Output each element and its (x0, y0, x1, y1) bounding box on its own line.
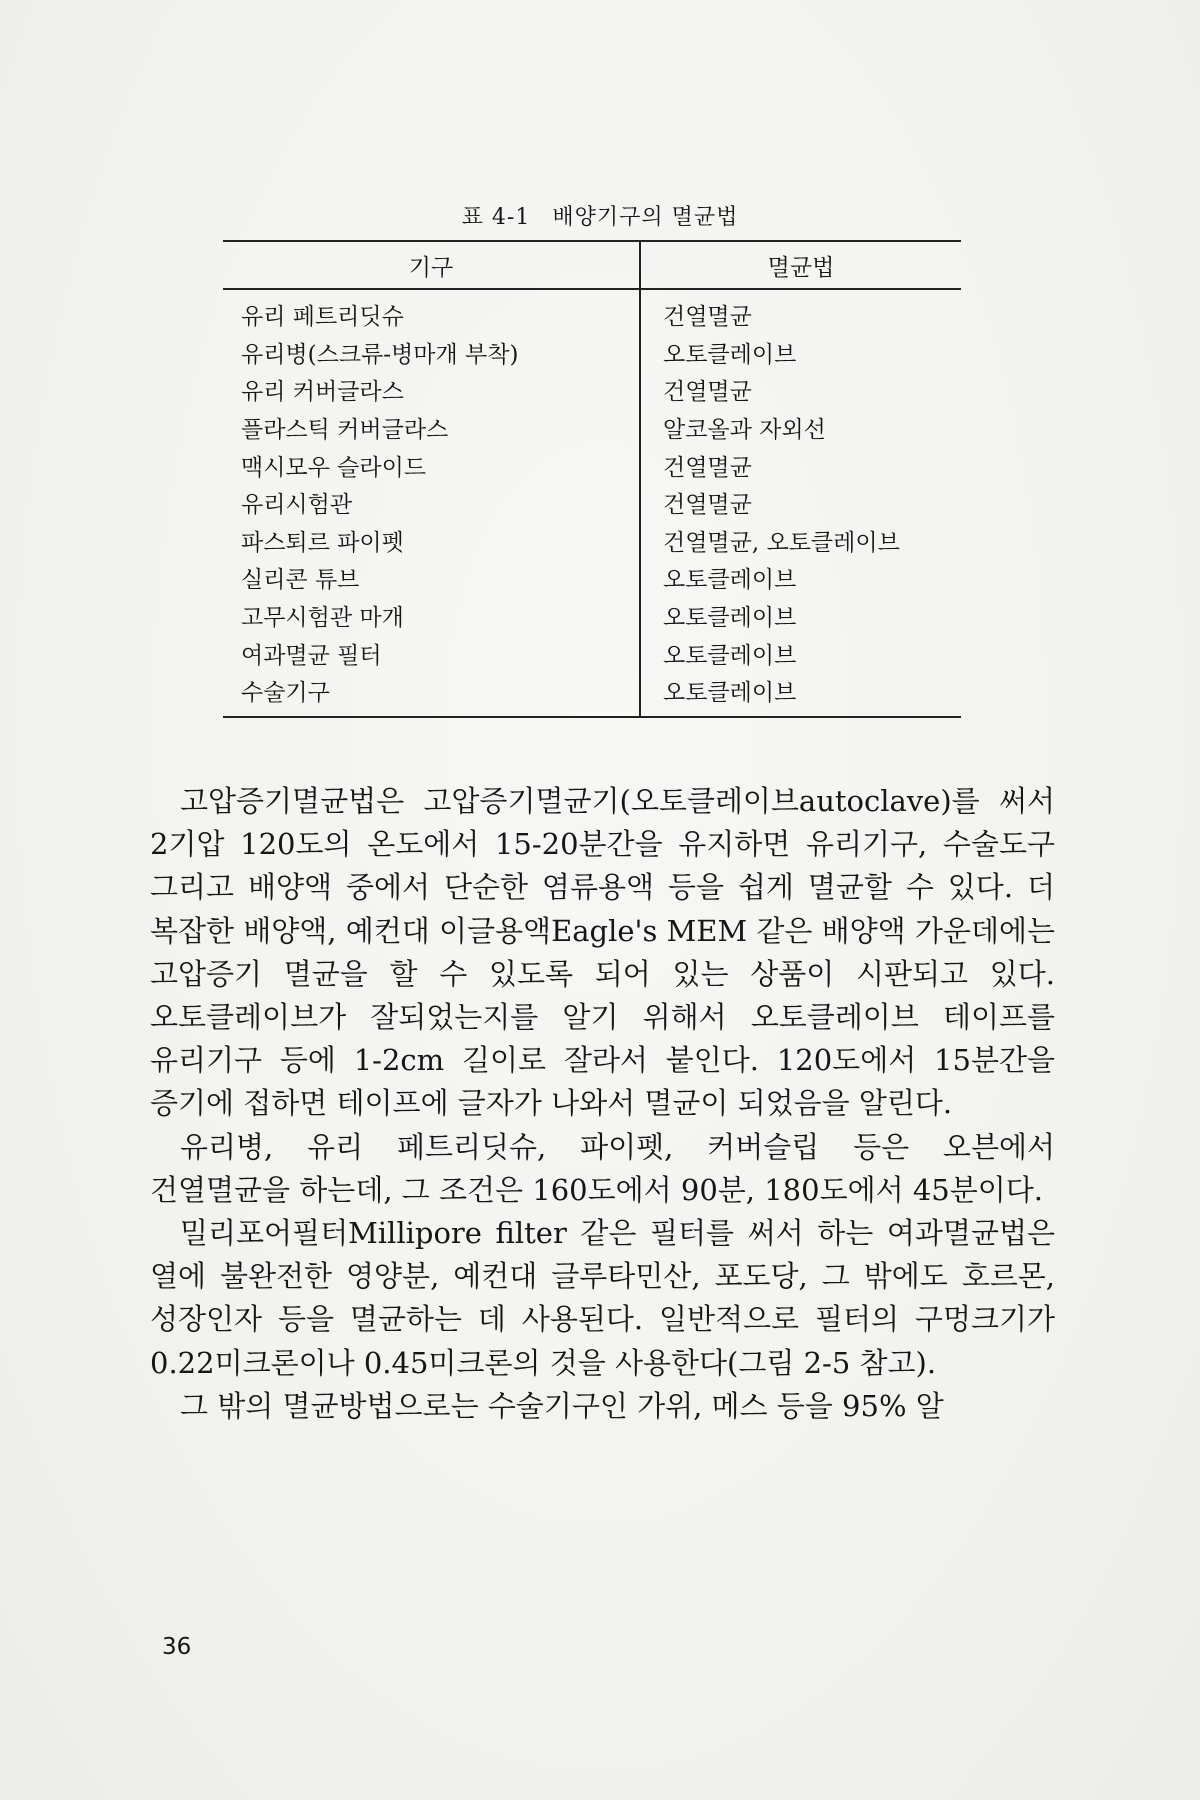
table-row (223, 522, 961, 560)
page-number: 36 (162, 1634, 192, 1660)
body-text (150, 780, 1055, 1428)
paragraph-filtration: 밀리포어필터Millipore filter 같은 필터를 써서 하는 여과멸균법은 열에 불완전한 영양분, 예컨대 글루타민산, 포도당, 그 밖에도 호르몬, 성장인자 등을 멸균하는 데 사용된다. 일반적으로 필터의 구멍크기가 0.22미크론이나 0.45미크론의 것을 사용한다(그림 2-5 참고). (150, 1216, 1055, 1380)
method-cell: 건열멸균, 오토클레이브 (640, 522, 961, 560)
equipment-cell: 실리콘 튜브 (241, 567, 360, 594)
equipment-cell: 파스퇴르 파이펫 (241, 529, 404, 556)
method-cell: 오토클레이브 (640, 559, 961, 597)
equipment-cell: 고무시험관 마개 (241, 605, 404, 632)
paragraph-other-methods: 그 밖의 멸균방법으로는 수술기구인 가위, 메스 등을 95% 알 (180, 1388, 944, 1423)
method-cell: 오토클레이브 (640, 672, 961, 717)
equipment-cell: 유리 페트리딧슈 (241, 304, 404, 331)
equipment-cell: 맥시모우 슬라이드 (241, 454, 427, 481)
table-caption-title: 배양기구의 멸균법 (552, 205, 739, 230)
table-row (223, 334, 961, 372)
table-row (223, 446, 961, 484)
equipment-cell: 유리병(스크류-병마개 부착) (241, 341, 519, 368)
method-cell: 오토클레이브 (640, 634, 961, 672)
table-row (223, 672, 961, 717)
table-row (223, 484, 961, 522)
method-cell: 건열멸균 (640, 289, 961, 334)
paragraph-autoclave: 고압증기멸균법은 고압증기멸균기(오토클레이브autoclave)를 써서 2기압 120도의 온도에서 15-20분간을 유지하면 유리기구, 수술도구 그리고 배양액 중에서 단순한 염류용액 등을 쉽게 멸균할 수 있다. 더 복잡한 배양액, 예컨대 이글용액Eagle's MEM 같은 배양액 가운데에는 고압증기 멸균을 할 수 있도록 되어 있는 상품이 시판되고 있다. 오토클레이브가 잘되었는지를 알기 위해서 오토클레이브 테이프를 유리기구 등에 1-2cm 길이로 잘라서 붙인다. 120도에서 15분간을 증기에 접하면 테이프에 글자가 나와서 멸균이 되었음을 알린다. (150, 784, 1056, 1121)
equipment-cell: 수술기구 (241, 680, 330, 707)
table-row (223, 597, 961, 635)
table-row (223, 371, 961, 409)
equipment-cell: 플라스틱 커버글라스 (241, 417, 449, 444)
header-method: 멸균법 (640, 241, 961, 289)
equipment-cell: 유리 커버글라스 (241, 379, 404, 406)
table-row (223, 409, 961, 447)
method-cell: 오토클레이브 (640, 334, 961, 372)
sterilization-table (223, 240, 961, 718)
table-row (223, 289, 961, 334)
table-caption-number: 표 4-1 (461, 205, 531, 230)
equipment-cell: 유리시험관 (241, 492, 353, 519)
method-cell: 건열멸균 (640, 484, 961, 522)
paragraph-dry-heat: 유리병, 유리 페트리딧슈, 파이펫, 커버슬립 등은 오븐에서 건열멸균을 하는데, 그 조건은 160도에서 90분, 180도에서 45분이다. (150, 1129, 1055, 1207)
method-cell: 알코올과 자외선 (640, 409, 961, 447)
equipment-cell: 여과멸균 필터 (241, 642, 382, 669)
method-cell: 건열멸균 (640, 371, 961, 409)
method-cell: 건열멸균 (640, 446, 961, 484)
table-row (223, 559, 961, 597)
table-header-row (223, 241, 961, 289)
method-cell: 오토클레이브 (640, 597, 961, 635)
header-equipment: 기구 (223, 241, 640, 289)
table-row (223, 634, 961, 672)
table-caption (0, 200, 1200, 231)
